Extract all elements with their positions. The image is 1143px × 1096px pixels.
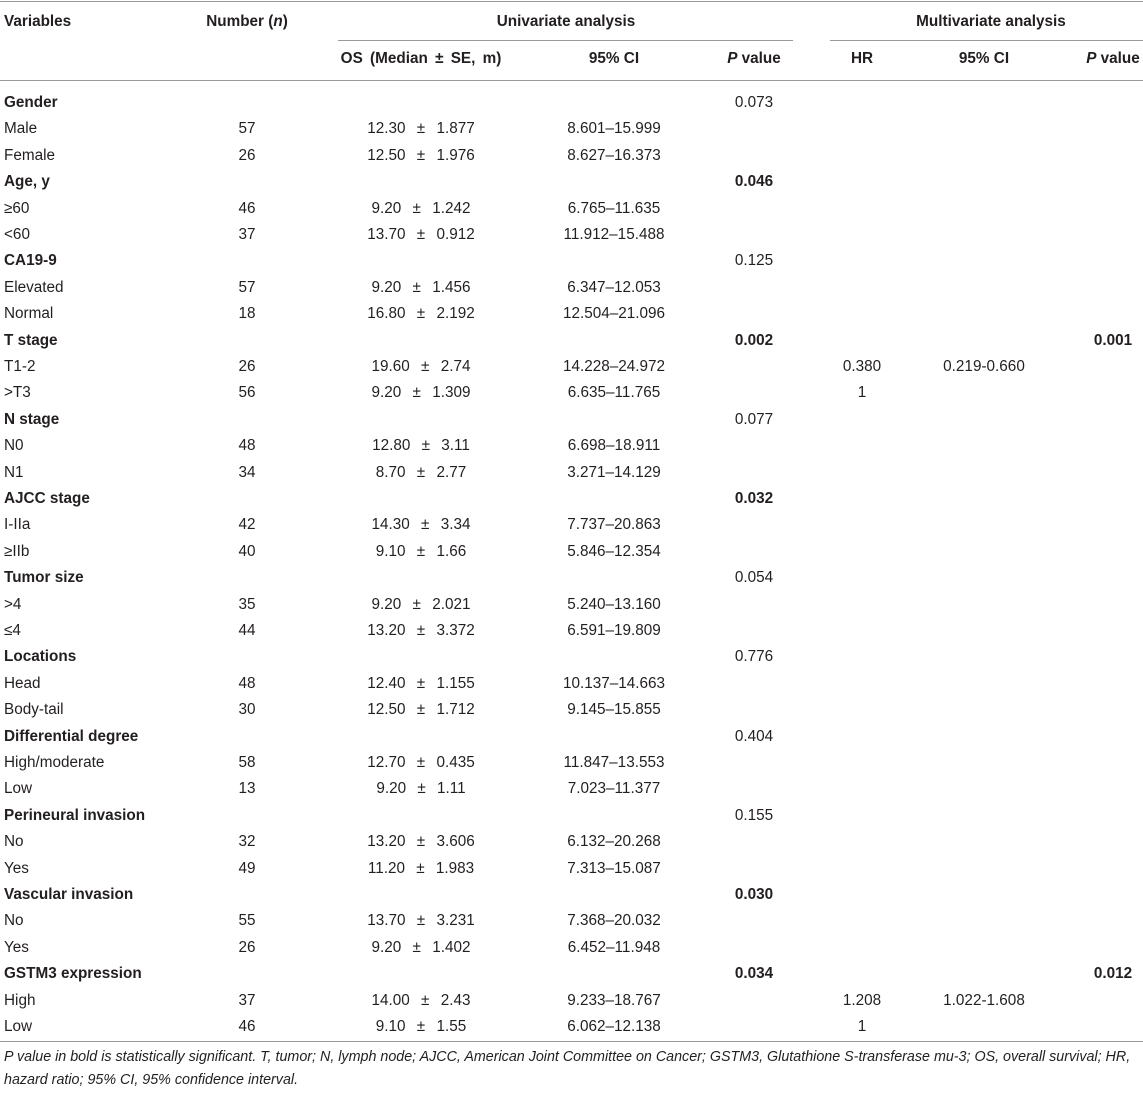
table-row (0, 671, 1143, 697)
cell-os: 12.50 ± 1.712 (367, 701, 475, 719)
cell-variable: Head (4, 674, 41, 692)
table-row (0, 116, 1143, 142)
cell-ci: 9.233–18.767 (567, 991, 661, 1009)
cell-os: 14.30 ± 3.34 (371, 516, 471, 534)
cell-os: 13.20 ± 3.606 (367, 833, 475, 851)
cell-n: 46 (238, 199, 256, 217)
header-p-value (727, 46, 781, 72)
cell-ci: 5.240–13.160 (567, 595, 661, 613)
cell-variable: >T3 (4, 384, 31, 402)
table-row (0, 222, 1143, 248)
group-row (0, 407, 1143, 433)
cell-ci: 7.313–15.087 (567, 859, 661, 877)
cell-p-m: 0.001 (1093, 331, 1133, 349)
table-row (0, 1014, 1143, 1040)
cell-ci: 14.228–24.972 (562, 358, 666, 375)
cell-os: 19.60 ± 2.74 (371, 358, 471, 375)
cell-ci: 7.023–11.377 (567, 780, 661, 798)
cell-variable: High/moderate (4, 754, 105, 771)
cell-os: 9.20 ± 1.242 (371, 199, 471, 217)
cell-os: 9.20 ± 2.021 (371, 595, 471, 613)
cell-ci: 9.145–15.855 (567, 701, 661, 719)
cell-p: 0.404 (734, 727, 774, 745)
cell-os: 12.40 ± 1.155 (367, 674, 475, 692)
header-ci: 95% CI (588, 50, 640, 67)
cell-variable: Yes (4, 859, 29, 877)
cell-ci-m: 1.022-1.608 (943, 991, 1025, 1009)
footnote-line: hazard ratio; 95% CI, 95% confidence interval. (4, 1072, 299, 1088)
cell-variable: N stage (4, 410, 60, 428)
cell-n: 46 (238, 1018, 256, 1035)
cell-p: 0.034 (734, 965, 774, 983)
cell-n: 40 (238, 542, 256, 560)
table-row (0, 908, 1143, 934)
cell-variable: ≥60 (4, 199, 30, 217)
cell-ci: 6.452–11.948 (567, 938, 661, 956)
group-row (0, 565, 1143, 591)
header-row-1 (0, 9, 1143, 35)
cell-p: 0.077 (734, 410, 774, 428)
cell-n: 35 (238, 595, 256, 613)
cell-n: 26 (238, 146, 256, 164)
cell-variable: Female (4, 146, 56, 164)
group-row (0, 882, 1143, 908)
cell-n: 57 (238, 120, 256, 138)
cell-variable: Yes (4, 938, 29, 956)
cell-os: 9.20 ± 1.402 (371, 938, 471, 956)
cell-hr: 1 (857, 1018, 867, 1035)
cell-n: 34 (238, 463, 256, 481)
cell-ci: 6.591–19.809 (567, 622, 661, 639)
cell-os: 8.70 ± 2.77 (375, 463, 467, 481)
cell-n: 42 (238, 516, 256, 534)
footnote-line: P value in bold is statistically significant. T, tumor; N, lymph node; AJCC, American Joint Committee on Cancer; GSTM3, Glutathione S-transferase mu-3; OS, overall survival; HR, (4, 1049, 1131, 1065)
cell-variable: Body-tail (4, 701, 64, 719)
cell-p: 0.073 (734, 94, 774, 111)
cell-variable: Vascular invasion (4, 886, 134, 903)
cell-variable: Perineural invasion (4, 806, 146, 824)
header-number (206, 9, 288, 35)
cell-os: 13.70 ± 0.912 (367, 226, 475, 243)
cell-variable: High (4, 991, 36, 1009)
table-row (0, 380, 1143, 406)
header-os: OS (Median ± SE, m) (340, 50, 502, 67)
cell-os: 12.80 ± 3.11 (372, 437, 470, 455)
cell-p: 0.054 (734, 569, 774, 587)
cell-n: 26 (238, 358, 256, 375)
header-number-prefix: Number ( (206, 13, 274, 30)
cell-n: 49 (238, 859, 256, 877)
cell-variable: Normal (4, 305, 54, 323)
cell-variable: CA19-9 (4, 252, 57, 270)
cell-os: 9.20 ± 1.309 (371, 384, 471, 402)
cell-variable: AJCC stage (4, 490, 90, 507)
cell-p: 0.030 (734, 886, 774, 903)
cell-variable: >4 (4, 595, 22, 613)
table-row (0, 776, 1143, 802)
cell-variable: GSTM3 expression (4, 965, 142, 983)
group-row (0, 486, 1143, 512)
cell-n: 56 (238, 384, 256, 402)
cell-variable: Age, y (4, 173, 50, 191)
cell-ci: 7.368–20.032 (567, 912, 661, 930)
cell-n: 13 (238, 780, 256, 798)
cell-hr: 1 (857, 384, 867, 402)
cell-os: 16.80 ± 2.192 (367, 305, 475, 323)
cell-ci: 6.347–12.053 (567, 278, 661, 296)
table-row (0, 697, 1143, 723)
cell-n: 32 (238, 833, 256, 851)
cell-variable: Male (4, 120, 38, 138)
header-multivariate: Multivariate analysis (916, 13, 1066, 30)
cell-os: 12.50 ± 1.976 (367, 146, 475, 164)
cell-ci: 6.132–20.268 (567, 833, 661, 851)
header-bottom-rule (0, 80, 1143, 81)
cell-p: 0.776 (734, 648, 774, 666)
cell-variable: N1 (4, 463, 24, 481)
multivariate-span-rule (830, 40, 1143, 41)
table-row (0, 539, 1143, 565)
table-row (0, 196, 1143, 222)
cell-variable: T stage (4, 331, 58, 349)
table-body (0, 90, 1143, 1041)
cell-variable: Differential degree (4, 727, 139, 745)
group-row (0, 803, 1143, 829)
cell-n: 18 (238, 305, 256, 323)
cell-os: 12.30 ± 1.877 (367, 120, 475, 138)
cell-variable: Elevated (4, 278, 64, 296)
cell-os: 14.00 ± 2.43 (371, 991, 471, 1009)
table-row (0, 592, 1143, 618)
cell-variable: Tumor size (4, 569, 84, 587)
group-row (0, 169, 1143, 195)
table-row (0, 750, 1143, 776)
cell-ci: 6.062–12.138 (567, 1018, 661, 1035)
cell-ci: 7.737–20.863 (567, 516, 661, 534)
group-row (0, 328, 1143, 354)
header-p-m-italic: P (1086, 50, 1097, 67)
cell-os: 9.10 ± 1.55 (375, 1018, 467, 1035)
cell-ci: 11.847–13.553 (563, 754, 665, 771)
cell-hr: 0.380 (842, 358, 882, 375)
cell-os: 12.70 ± 0.435 (367, 754, 475, 771)
cell-n: 57 (238, 278, 256, 296)
cell-n: 26 (238, 938, 256, 956)
cell-ci-m: 0.219-0.660 (943, 358, 1025, 375)
cell-n: 58 (238, 754, 256, 771)
table-row (0, 988, 1143, 1014)
table-row (0, 143, 1143, 169)
cell-ci: 11.912–15.488 (563, 226, 665, 243)
cell-variable: T1-2 (4, 358, 36, 375)
cell-os: 9.20 ± 1.11 (376, 780, 466, 798)
cell-p: 0.002 (734, 331, 774, 349)
cell-n: 48 (238, 437, 256, 455)
header-p-value-multivariate (1086, 46, 1140, 72)
group-row (0, 724, 1143, 750)
cell-os: 13.70 ± 3.231 (367, 912, 475, 930)
cell-os: 9.20 ± 1.456 (371, 278, 471, 296)
cell-p-m: 0.012 (1093, 965, 1133, 983)
header-p-m-suffix: value (1096, 50, 1140, 67)
header-p-italic: P (727, 50, 738, 67)
table-top-rule (0, 1, 1143, 2)
cell-n: 44 (238, 622, 256, 639)
cell-variable: No (4, 833, 24, 851)
cell-ci: 3.271–14.129 (567, 463, 661, 481)
cell-variable: N0 (4, 437, 24, 455)
header-number-italic: n (273, 13, 283, 30)
table-row (0, 512, 1143, 538)
cell-n: 48 (238, 674, 256, 692)
table-row (0, 935, 1143, 961)
group-row (0, 961, 1143, 987)
table-bottom-rule (0, 1041, 1143, 1042)
table-row (0, 433, 1143, 459)
cell-variable: ≥IIb (4, 542, 30, 560)
cell-n: 55 (238, 912, 256, 930)
cell-ci: 10.137–14.663 (562, 674, 666, 692)
header-p-suffix: value (737, 50, 781, 67)
cell-variable: Low (4, 780, 33, 798)
cell-ci: 8.627–16.373 (567, 146, 661, 164)
cell-ci: 5.846–12.354 (567, 542, 661, 560)
header-variables: Variables (4, 13, 72, 30)
cell-ci: 8.601–15.999 (567, 120, 661, 138)
table-row (0, 354, 1143, 380)
cell-variable: No (4, 912, 24, 930)
table-footnote (4, 1046, 1130, 1092)
cell-ci: 12.504–21.096 (562, 305, 666, 323)
cell-n: 30 (238, 701, 256, 719)
header-row-2 (0, 46, 1143, 72)
cell-p: 0.046 (734, 173, 774, 191)
group-row (0, 248, 1143, 274)
cell-variable: ≤4 (4, 622, 21, 639)
cell-p: 0.125 (734, 252, 774, 270)
header-hr: HR (850, 50, 874, 67)
table-row (0, 856, 1143, 882)
cell-n: 37 (238, 226, 256, 243)
cell-n: 37 (238, 991, 256, 1009)
table-row (0, 301, 1143, 327)
table-row (0, 460, 1143, 486)
table-row (0, 829, 1143, 855)
cell-ci: 6.698–18.911 (567, 437, 661, 455)
cell-variable: Low (4, 1018, 33, 1035)
group-row (0, 644, 1143, 670)
cell-ci: 6.765–11.635 (567, 199, 661, 217)
cell-variable: <60 (4, 226, 30, 243)
cell-os: 9.10 ± 1.66 (375, 542, 467, 560)
cell-ci: 6.635–11.765 (567, 384, 661, 402)
cell-variable: Locations (4, 648, 77, 666)
cell-os: 11.20 ± 1.983 (367, 859, 475, 877)
univariate-span-rule (338, 40, 793, 41)
table-row (0, 618, 1143, 644)
cell-variable: Gender (4, 94, 58, 111)
cell-os: 13.20 ± 3.372 (367, 622, 475, 639)
table-row (0, 275, 1143, 301)
header-number-suffix: ) (282, 13, 288, 30)
group-row (0, 90, 1143, 116)
cell-p: 0.032 (734, 490, 774, 507)
header-ci-multivariate: 95% CI (958, 50, 1010, 67)
cell-variable: I-IIa (4, 516, 31, 534)
cell-hr: 1.208 (842, 991, 882, 1009)
cell-p: 0.155 (734, 806, 774, 824)
header-univariate: Univariate analysis (496, 13, 636, 30)
